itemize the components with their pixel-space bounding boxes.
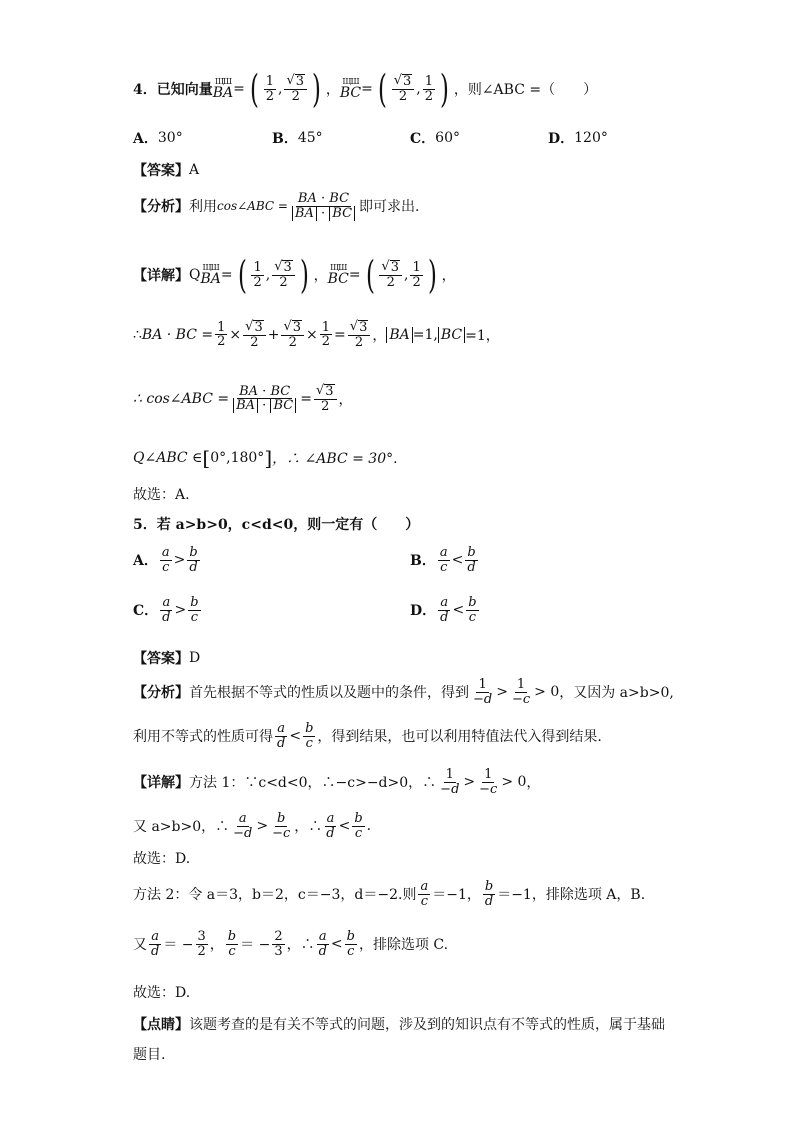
q4-detail-line-3: ∴ cos∠ABC = $\frac{BA \cdot BC}{BA \cdot BC}$ = √ 3 2 ， [133,383,353,414]
q5-answer: 【答案】 D [133,650,201,667]
q4-analysis: 【分析】 利用 cos∠ABC = $\frac{BA \cdot BC}{BA \cdot BC}$ 即可求出. [133,191,420,221]
cos-formula-fraction: $\frac{BA \cdot BC}{BA \cdot BC}$ [290,192,357,220]
q5-choose-1: 故选：D. [133,851,191,867]
q5-analysis-1: 【分析】 首先根据不等式的性质以及题中的条件，得到 $\frac{1}{-d}$ > $\frac{1}{-c}$ > 0 ，又因为 a>b>0, [133,677,674,707]
q4-stem-prefix: 已知向量 [156,82,213,98]
q5-analysis-2: 利用不等式的性质可得 $\frac{a}{d}$ < $\frac{b}{c}$ ，得到结果，也可以利用特值法代入得到结果. [133,721,602,751]
q5-comment-2: 题目. [133,1047,166,1063]
q4-detail-line-1: 【详解】 Q ЩШ BA = ( $\frac{1}{2}$ , √ 3 2 ) ， ЩШ BC = ( √ 3 2 , $\frac{1}{2}$ ) ， [133,253,456,297]
vector-ba-coords: ( $\frac{1}{2}$ , √ 3 2 ) [249,67,321,111]
q4-detail-line-2: ∴ BA · BC = $\frac{1}{2}$ × √ 3 2 + √ 3 2 × $\frac{1}{2}$ = √ 3 2 ， BA =1, BC =1， [133,319,500,350]
q5-detail-method1-2: 又 a>b>0，∴ $\frac{a}{-d}$ > $\frac{b}{-c}$ ，∴ $\frac{a}{d}$ < $\frac{b}{c}$ . [133,811,372,841]
q5-choose-2: 故选：D. [133,985,191,1001]
vector-bc: ЩШ BC [339,77,362,101]
vector-ba: ЩШ BA [212,77,234,101]
q4-stem: 4． 已知向量 ЩШ BA = ( $\frac{1}{2}$ , √ 3 2 ) ， ЩШ BC = ( √ 3 2 , $\frac{1}{2}$ ) ，则∠ABC =（ ） [133,67,598,111]
q4-option-c: C． 60° [410,130,460,147]
q4-stem-suffix: ，则∠ABC =（ ） [453,82,598,98]
q4-option-d: D． 120° [548,130,608,147]
q4-detail-line-4: Q∠ABC ∈ [ 0°,180° ] ，∴ ∠ABC = 30°. [133,446,398,470]
q5-option-a: A． $\frac{a}{c}$ > $\frac{b}{d}$ [133,545,198,575]
q4-option-a: A． 30° [133,130,183,147]
q5-option-d: D． $\frac{a}{d}$ < $\frac{b}{c}$ [410,595,477,625]
q5-option-b: B． $\frac{a}{c}$ < $\frac{b}{d}$ [410,545,476,575]
q5-detail-method1: 【详解】 方法 1：∵c<d<0，∴−c>−d>0，∴ $\frac{1}{-d}$ > $\frac{1}{-c}$ > 0 ， [133,767,541,797]
q5-option-c: C． $\frac{a}{d}$ > $\frac{b}{c}$ [133,595,199,625]
q4-number: 4． [133,82,157,98]
q5-detail-method2-2: 又 $\frac{a}{d}$ ＝ − $\frac{3}{2}$ ， $\frac{b}{c}$ ＝ − $\frac{2}{3}$ ，∴ $\frac{a}{d}$ < $\frac{b}{c}$ ，排除选项 C. [133,929,449,959]
q5-comment: 【点睛】 该题考查的是有关不等式的问题，涉及到的知识点有不等式的性质，属于基础 [133,1017,665,1033]
q5-stem: 5． 若 a>b>0，c<d<0，则一定有（ ） [133,517,420,533]
vector-bc-coords: ( √ 3 2 , $\frac{1}{2}$ ) [377,67,449,111]
q4-answer: 【答案】 A [133,162,200,179]
q4-option-b: B． 45° [272,130,323,147]
q4-choose: 故选：A. [133,487,190,503]
q5-detail-method2: 方法 2：令 a＝3，b＝2，c＝−3，d＝−2.则 $\frac{a}{c}$ ＝−1， $\frac{b}{d}$ ＝−1，排除选项 A，B. [133,879,646,909]
